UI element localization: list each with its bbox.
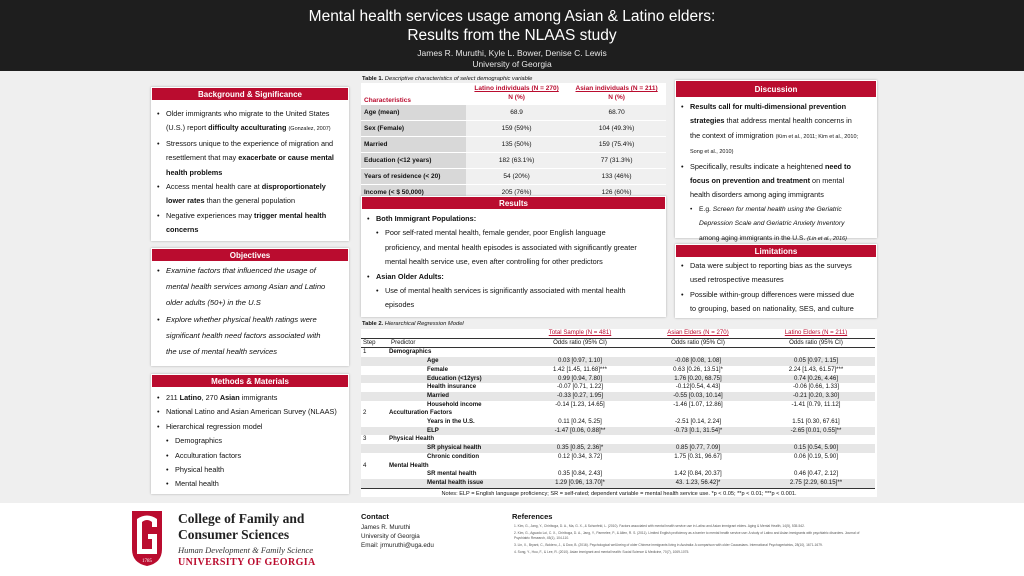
table2-group-header: Asian Elders (N = 270) bbox=[667, 329, 729, 336]
table2-step-cell bbox=[361, 418, 389, 427]
table1-value-cell: 126 (60%) bbox=[567, 184, 666, 200]
table2-predictor-cell: Years in the U.S. bbox=[427, 418, 475, 426]
table2-value-cell bbox=[639, 409, 757, 418]
table2-step-cell bbox=[361, 401, 389, 410]
poster-title-line1: Mental health services usage among Asian & Latino elders: bbox=[308, 8, 716, 25]
table1-value-cell: 54 (20%) bbox=[466, 168, 567, 184]
table2-row bbox=[361, 392, 875, 401]
table1-label-cell: Sex (Female) bbox=[361, 120, 466, 136]
table2-step-cell bbox=[361, 479, 389, 488]
objective-bullet: • Examine factors that influenced the usage of mental health services among Asian and Latino older adults (50+) in the U.S bbox=[155, 263, 345, 312]
table2-predictor-cell: Age bbox=[389, 357, 521, 366]
table2-group-header: Latino Elders (N = 211) bbox=[784, 329, 848, 336]
table2-step-cell: 2 bbox=[363, 409, 367, 417]
table2-predictor-cell: SR mental health bbox=[427, 470, 477, 478]
table2-step-cell: 3 bbox=[363, 435, 367, 443]
table1-col-header: Latino individuals (N = 270) N (%) bbox=[466, 83, 567, 104]
table2-row bbox=[361, 435, 875, 444]
background-bullet: • Access mental health care at disproportionately lower rates than the general population bbox=[155, 180, 345, 209]
methods-subbullet: • Acculturation factors bbox=[155, 449, 345, 463]
table2-value-cell bbox=[639, 435, 757, 444]
table2-value-cell: 0.63 [0.26, 13.51]* bbox=[673, 365, 723, 373]
table1-value-cell: 68.9 bbox=[466, 104, 567, 120]
table2-value-cell: -2.65 [0.01, 0.55]** bbox=[757, 427, 875, 436]
table2-value-cell: -0.07 [0.71, 1.22] bbox=[556, 383, 604, 391]
university-name: UNIVERSITY OF GEORGIA bbox=[178, 557, 316, 568]
table1-value-cell: 77 (31.3%) bbox=[567, 152, 666, 168]
table2-value-cell: 0.35 [0.84, 2.43] bbox=[557, 470, 603, 478]
table2-predictor-cell: Married bbox=[389, 392, 521, 401]
background-title: Background & Significance bbox=[151, 87, 349, 101]
table2-col-header: Odds ratio (95% CI) bbox=[789, 338, 843, 346]
objectives-panel bbox=[151, 248, 349, 366]
table2-step-cell bbox=[361, 392, 389, 401]
table1-row bbox=[361, 168, 666, 184]
table2-value-cell: 0.11 [0.24, 5.25] bbox=[558, 418, 602, 426]
table2-caption: Table 2. Hierarchical Regression Model bbox=[362, 321, 464, 327]
table2-value-cell: 0.35 [0.85, 2.36]* bbox=[521, 444, 639, 453]
table2-predictor-cell: Demographics bbox=[389, 348, 432, 356]
table1-row bbox=[361, 120, 666, 136]
table2-col-header: Predictor bbox=[391, 338, 416, 346]
background-bullet: • Negative experiences may trigger mental health concerns bbox=[155, 209, 345, 238]
table2-value-cell: -1.41 [0.79, 11.12] bbox=[791, 400, 841, 408]
college-name: College of Family and Consumer Sciences bbox=[178, 511, 305, 542]
authors: James R. Muruthi, Kyle L. Bower, Denise C. Lewis bbox=[417, 48, 607, 58]
table2-predictor-cell: SR physical health bbox=[389, 444, 521, 453]
table2-value-cell: 0.74 [0.26, 4.46] bbox=[757, 375, 875, 384]
table2-row bbox=[361, 409, 875, 418]
table1-label-cell: Married bbox=[361, 136, 466, 152]
table2-value-cell: -1.46 [1.07, 12.86] bbox=[673, 400, 723, 408]
table2-step-cell bbox=[361, 444, 389, 453]
table2-predictor-cell: ELP bbox=[389, 427, 521, 436]
table1-value-cell: 159 (59%) bbox=[466, 120, 567, 136]
table2-row bbox=[361, 479, 875, 488]
table2-row bbox=[361, 375, 875, 384]
table2-step-cell bbox=[361, 383, 389, 392]
table2-value-cell: -0.33 [0.27, 1.95] bbox=[521, 392, 639, 401]
table2-value-cell: 0.46 [0.47, 2.12] bbox=[793, 470, 839, 478]
methods-subbullet: • Physical health bbox=[155, 463, 345, 477]
table2-value-cell: 1.42 [1.45, 11.68]*** bbox=[552, 365, 608, 373]
references-title: References bbox=[512, 512, 553, 521]
references-list: 1. Kim, G., Jang, Y., Chiriboga, D. A., Ma, G. X., & Schonfeld, L. (2010). Factors associated with mental health service use in Latino and Asian immigrant elders. Aging & Mental Health, 14(5), 535-542. 2. Kim, G., Aguado Loi, C. X., Chiriboga, D. A., Jang, Y., Parmelee, P., & Allen, R. S. (2011). Limited English proficiency as a barrier to mental health service use: A study of Latino and Asian immigrants with psychiatric disorders. Journal of Psychiatric Research, 45(1), 104-110. 3. Lin, X., Bryant, C., Boldero, J., & Dow, B. (2016). Psychological well-being of older Chinese immigrants living in Australia: A comparison with older Caucasians. International Psychogeriatrics, 28(10), 1671-1679. 4. Song, Y., Hou, F., & Lee, R. (2010). Asian immigrant and mental health: Social Science & Medicine, 70(7), 1069-1075. bbox=[514, 524, 860, 555]
table2-value-cell: 1.51 [0.30, 67.61] bbox=[792, 418, 840, 426]
uga-seal-icon bbox=[130, 509, 164, 567]
table2-col-header: Odds ratio (95% CI) bbox=[671, 338, 725, 346]
table2-value-cell: -0.21 [0.20, 3.30] bbox=[757, 392, 875, 401]
table2-predictor-cell: Acculturation Factors bbox=[389, 409, 452, 417]
table1-value-cell: 68.70 bbox=[567, 104, 666, 120]
discussion-title: Discussion bbox=[675, 80, 877, 98]
table2-predictor-cell: Education (<12yrs) bbox=[389, 375, 521, 384]
table2-value-cell bbox=[521, 348, 639, 357]
footer bbox=[0, 503, 1024, 576]
methods-subbullet: • Demographics bbox=[155, 434, 345, 448]
objectives-title: Objectives bbox=[151, 248, 349, 262]
methods-bullet: • Hierarchical regression model bbox=[155, 420, 345, 434]
background-bullet: • Older immigrants who migrate to the United States (U.S.) report difficulty acculturating (Gonzalez, 2007) bbox=[155, 107, 345, 137]
table2-predictor-cell: Chronic condition bbox=[427, 452, 480, 460]
table2-value-cell: -0.12[0.54, 4.43] bbox=[675, 383, 721, 391]
limitations-bullet: • Data were subject to reporting bias as the surveys used retrospective measures bbox=[679, 259, 873, 288]
table2-value-cell: 0.85 [0.77, 7.09] bbox=[639, 444, 757, 453]
results-panel bbox=[361, 196, 666, 317]
table1-row bbox=[361, 136, 666, 152]
discussion-bullet: • Results call for multi-dimensional prevention strategies that address mental health concerns in the context of immigration (Kim et al., 2011; Kim et al., 2010; Song et al., 2010) bbox=[679, 100, 873, 160]
table1-label-cell: Years of residence (< 20) bbox=[361, 168, 466, 184]
methods-bullet: • National Latino and Asian American Survey (NLAAS) bbox=[155, 405, 345, 419]
table2-row bbox=[361, 383, 875, 392]
svg-text:1785: 1785 bbox=[142, 559, 152, 564]
results-subbullet: • Use of mental health services is significantly associated with mental health episodes bbox=[365, 284, 662, 313]
discussion-panel bbox=[675, 80, 877, 242]
table2-row bbox=[361, 366, 875, 375]
poster-header bbox=[0, 0, 1024, 71]
methods-panel bbox=[151, 374, 349, 494]
table2-step-cell bbox=[361, 427, 389, 436]
table2-wrapper bbox=[361, 329, 877, 497]
table2-value-cell: -0.06 [0.66, 1.33] bbox=[792, 383, 840, 391]
table2-predictor-cell: Physical Health bbox=[389, 435, 435, 443]
table2-group-header: Total Sample (N = 481) bbox=[548, 329, 612, 336]
table2 bbox=[361, 329, 875, 489]
table2-value-cell: 0.03 [0.97, 1.10] bbox=[521, 357, 639, 366]
table2-value-cell: -0.08 [0.08, 1.08] bbox=[639, 357, 757, 366]
table1-row bbox=[361, 152, 666, 168]
table2-step-cell: 4 bbox=[363, 461, 367, 469]
table2-value-cell bbox=[521, 462, 639, 471]
table2-row bbox=[361, 444, 875, 453]
discussion-bullet: • Specifically, results indicate a heightened need to focus on prevention and treatment on mental health disorders among aging immigrants bbox=[679, 160, 873, 203]
table2-value-cell: 0.05 [0.97, 1.15] bbox=[757, 357, 875, 366]
table2-value-cell: 1.75 [0.31, 96.67] bbox=[674, 452, 722, 460]
background-bullet: • Stressors unique to the experience of migration and resettlement that may exacerbate or cause mental health problems bbox=[155, 137, 345, 180]
poster-title-line2: Results from the NLAAS study bbox=[407, 27, 617, 44]
table2-row bbox=[361, 427, 875, 436]
table1-col-header: Characteristics bbox=[361, 83, 466, 104]
table2-value-cell: 1.76 [0.20, 68.75] bbox=[639, 375, 757, 384]
table1-label-cell: Income (< $ 50,000) bbox=[361, 184, 466, 200]
methods-subbullet: • Mental health bbox=[155, 477, 345, 491]
table2-predictor-cell: Female bbox=[427, 365, 449, 373]
table1-value-cell: 159 (75.4%) bbox=[567, 136, 666, 152]
table2-value-cell: -0.73 [0.1, 31.54]* bbox=[639, 427, 757, 436]
table2-row bbox=[361, 357, 875, 366]
table2-value-cell bbox=[757, 462, 875, 471]
table1-value-cell: 182 (63.1%) bbox=[466, 152, 567, 168]
table2-predictor-cell: Mental health issue bbox=[389, 479, 521, 488]
table2-notes: Notes: ELP = English language proficiency; SR = self-rated; dependent variable = mental health service use. *p < 0.05; **p < 0.01; ***p < 0.001. bbox=[441, 490, 797, 497]
table2-value-cell bbox=[757, 435, 875, 444]
table2-value-cell bbox=[757, 348, 875, 357]
table2-value-cell: 1.29 [0.96, 13.70]* bbox=[521, 479, 639, 488]
limitations-title: Limitations bbox=[675, 244, 877, 258]
table1-value-cell: 133 (46%) bbox=[567, 168, 666, 184]
methods-bullet: • 211 Latino, 270 Asian immigrants bbox=[155, 391, 345, 405]
table2-row bbox=[361, 418, 875, 427]
table2-value-cell: -0.55 [0.03, 10.14] bbox=[639, 392, 757, 401]
table2-value-cell: 0.06 [0.19, 5.90] bbox=[793, 452, 839, 460]
table1 bbox=[361, 83, 666, 201]
table1-caption: Table 1. Descriptive characteristics of select demographic variable bbox=[362, 76, 533, 82]
table2-predictor-cell: Household income bbox=[427, 400, 482, 408]
table1-col-header: Asian individuals (N = 211) N (%) bbox=[567, 83, 666, 104]
affiliation: University of Georgia bbox=[472, 59, 552, 69]
table2-value-cell: 2.75 [2.29, 60.15]** bbox=[757, 479, 875, 488]
table2-value-cell: 43. 1.23, 56.42]* bbox=[639, 479, 757, 488]
results-title: Results bbox=[361, 196, 666, 210]
table2-value-cell bbox=[521, 435, 639, 444]
limitations-bullet: • Possible within-group differences were missed due to grouping, based on nationality, SES, and culture bbox=[679, 288, 873, 317]
table2-col-header: Odds ratio (95% CI) bbox=[553, 338, 607, 346]
limitations-panel bbox=[675, 244, 877, 318]
table2-step-cell bbox=[361, 470, 389, 479]
table2-value-cell: 0.99 [0.94, 7.80] bbox=[521, 375, 639, 384]
table2-value-cell: 2.24 [1.43, 61.57]*** bbox=[788, 365, 844, 373]
discussion-subbullet: • E.g. Screen for mental health using the Geriatric Depression Scale and Geriatric Anxiety Inventory among aging immigrants in the U.S. (Lin et al., 2016) bbox=[679, 203, 873, 246]
table1-value-cell: 104 (49.3%) bbox=[567, 120, 666, 136]
table1-value-cell: 135 (50%) bbox=[466, 136, 567, 152]
methods-title: Methods & Materials bbox=[151, 374, 349, 388]
table2-step-cell bbox=[361, 366, 389, 375]
table2-value-cell: -0.14 [1.23, 14.65] bbox=[555, 400, 605, 408]
table2-step-cell bbox=[361, 357, 389, 366]
contact-title: Contact bbox=[361, 512, 389, 521]
table2-row bbox=[361, 401, 875, 410]
table2-row bbox=[361, 470, 875, 479]
table2-value-cell bbox=[757, 409, 875, 418]
table1-value-cell: 205 (76%) bbox=[466, 184, 567, 200]
table1-row bbox=[361, 104, 666, 120]
table2-row bbox=[361, 462, 875, 471]
table2-step-cell bbox=[361, 375, 389, 384]
table2-step-cell: 1 bbox=[363, 348, 367, 356]
table2-value-cell: 0.12 [0.34, 3.72] bbox=[557, 452, 603, 460]
table1-label-cell: Education (<12 years) bbox=[361, 152, 466, 168]
table2-value-cell bbox=[639, 348, 757, 357]
table2-row bbox=[361, 348, 875, 357]
table1-label-cell: Age (mean) bbox=[361, 104, 466, 120]
results-bullet: • Asian Older Adults: bbox=[365, 270, 662, 284]
table2-value-cell: 1.42 [0.84, 20.37] bbox=[674, 470, 722, 478]
background-panel bbox=[151, 87, 349, 241]
department: Human Development & Family Science bbox=[178, 545, 314, 555]
table2-value-cell: -2.51 [0.14, 2.24] bbox=[674, 418, 722, 426]
table2-step-cell bbox=[361, 453, 389, 462]
table2-value-cell: 0.15 [0.54, 5.90] bbox=[757, 444, 875, 453]
table2-predictor-cell: Mental Health bbox=[389, 461, 429, 469]
table2-value-cell bbox=[521, 409, 639, 418]
table2-predictor-cell: Health insurance bbox=[427, 383, 477, 391]
results-bullet: • Both Immigrant Populations: bbox=[365, 212, 662, 226]
table2-row bbox=[361, 453, 875, 462]
table2-value-cell: -1.47 [0.06, 0.88]** bbox=[521, 427, 639, 436]
table2-value-cell bbox=[639, 462, 757, 471]
contact-info: James R. Muruthi University of Georgia Email: jrmuruthi@uga.edu bbox=[361, 524, 434, 549]
results-subbullet: • Poor self-rated mental health, female gender, poor English language proficiency, and mental health episodes is associated with significantly greater mental health service use, even after controlling for other predictors bbox=[365, 226, 662, 269]
table2-col-header: Step bbox=[363, 338, 376, 346]
objective-bullet: • Explore whether physical health ratings were significant health need factors associated with the use of mental health services bbox=[155, 312, 345, 361]
